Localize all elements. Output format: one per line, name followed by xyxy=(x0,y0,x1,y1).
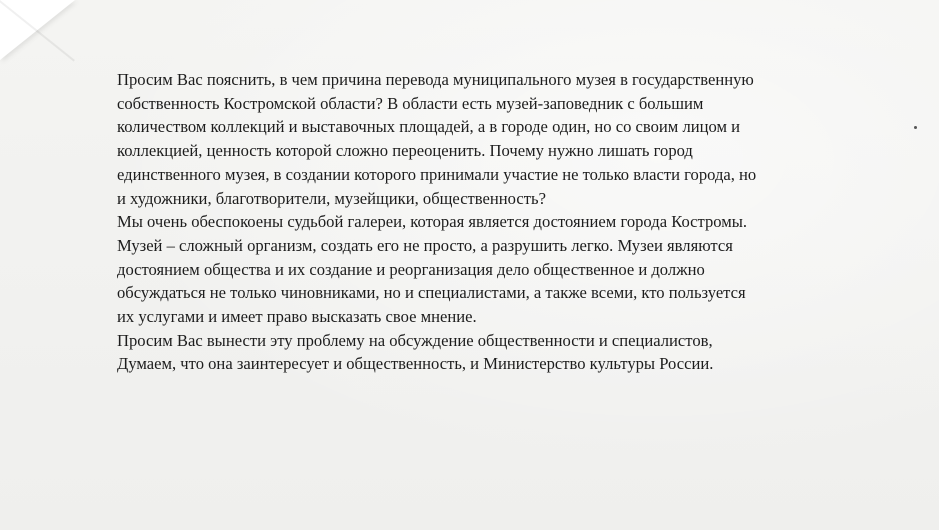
text-line: Просим Вас пояснить, в чем причина перевода муниципального музея в государственную xyxy=(117,70,754,89)
text-line: Думаем, что она заинтересует и общественность, и Министерство культуры России. xyxy=(117,354,714,374)
text-line: коллекцией, ценность которой сложно переоценить. Почему нужно лишать город xyxy=(117,141,693,161)
text-line: достоянием общества и их создание и реорганизация дело общественное и должно xyxy=(117,259,705,279)
text-line: Мы очень обеспокоены судьбой галереи, которая является достоянием города Костромы. xyxy=(117,212,748,232)
text-line: единственного музея, в создании которого принимали участие не только власти города, но xyxy=(117,164,757,184)
text-line: обсуждаться не только чиновниками, но и специалистами, а также всеми, кто пользуется xyxy=(117,283,746,303)
letter-body xyxy=(117,68,837,376)
text-line: собственность Костромской области? В области есть музей-заповедник с большим xyxy=(117,93,704,113)
text-line: Музей – сложный организм, создать его не просто, а разрушить легко. Музеи являются xyxy=(117,235,733,255)
text-line: количеством коллекций и выставочных площадей, а в городе один, но со своим лицом и xyxy=(117,117,740,137)
text-line: их услугами и имеет право высказать свое мнение. xyxy=(117,307,477,327)
paper-speck xyxy=(914,126,917,129)
text-line: и художники, благотворители, музейщики, общественность? xyxy=(117,188,546,208)
text-line: Просим Вас вынести эту проблему на обсуждение общественности и специалистов, xyxy=(117,330,713,350)
